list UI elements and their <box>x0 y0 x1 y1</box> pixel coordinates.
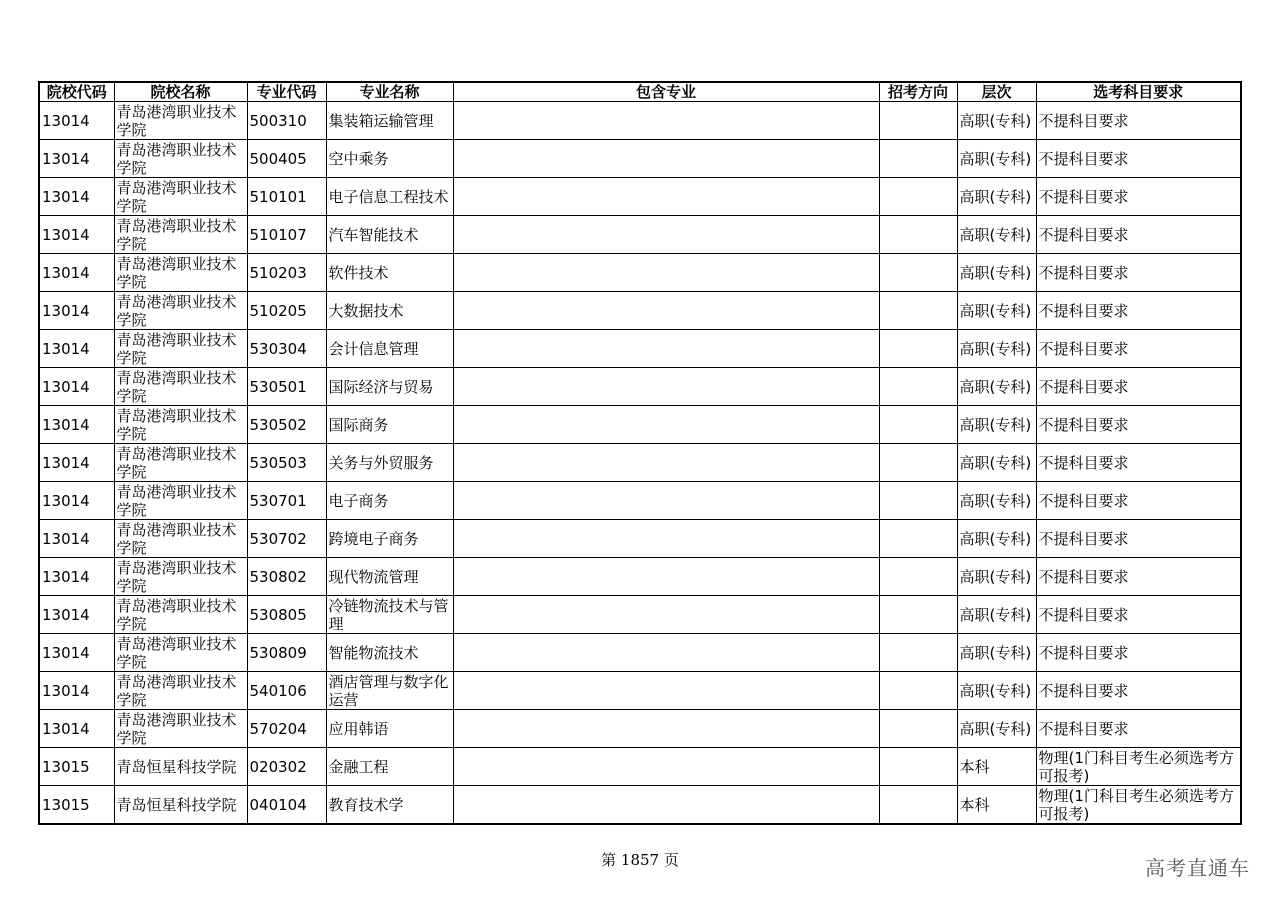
table-row <box>39 406 1241 444</box>
cell-major-code: 040104 <box>247 786 326 825</box>
cell-major-code: 510203 <box>247 254 326 292</box>
cell-major-name: 酒店管理与数字化运营 <box>326 672 453 710</box>
header-major-code: 专业代码 <box>247 82 326 102</box>
cell-included-majors <box>453 596 879 634</box>
cell-level: 高职(专科) <box>957 102 1036 140</box>
cell-school-name: 青岛港湾职业技术学院 <box>114 140 247 178</box>
header-subject-requirement: 选考科目要求 <box>1036 82 1241 102</box>
cell-subject-requirement: 不提科目要求 <box>1036 596 1241 634</box>
cell-direction <box>879 710 957 748</box>
cell-school-name: 青岛港湾职业技术学院 <box>114 672 247 710</box>
cell-school-name: 青岛港湾职业技术学院 <box>114 444 247 482</box>
cell-school-code: 13014 <box>39 140 114 178</box>
cell-direction <box>879 786 957 825</box>
cell-subject-requirement: 物理(1门科目考生必须选考方可报考) <box>1036 748 1241 786</box>
cell-included-majors <box>453 748 879 786</box>
cell-subject-requirement: 物理(1门科目考生必须选考方可报考) <box>1036 786 1241 825</box>
table-row <box>39 710 1241 748</box>
cell-included-majors <box>453 368 879 406</box>
cell-school-name: 青岛港湾职业技术学院 <box>114 710 247 748</box>
cell-major-code: 510101 <box>247 178 326 216</box>
cell-major-code: 530701 <box>247 482 326 520</box>
cell-included-majors <box>453 140 879 178</box>
cell-school-code: 13015 <box>39 748 114 786</box>
cell-direction <box>879 596 957 634</box>
cell-major-code: 500405 <box>247 140 326 178</box>
table-row <box>39 634 1241 672</box>
cell-school-code: 13014 <box>39 178 114 216</box>
cell-school-code: 13014 <box>39 368 114 406</box>
cell-level: 高职(专科) <box>957 520 1036 558</box>
cell-level: 本科 <box>957 748 1036 786</box>
cell-major-name: 关务与外贸服务 <box>326 444 453 482</box>
cell-major-name: 金融工程 <box>326 748 453 786</box>
watermark: 高考直通车 <box>1145 856 1250 880</box>
cell-included-majors <box>453 558 879 596</box>
cell-school-name: 青岛港湾职业技术学院 <box>114 596 247 634</box>
cell-level: 高职(专科) <box>957 672 1036 710</box>
cell-subject-requirement: 不提科目要求 <box>1036 216 1241 254</box>
cell-included-majors <box>453 102 879 140</box>
cell-school-code: 13014 <box>39 254 114 292</box>
cell-level: 高职(专科) <box>957 406 1036 444</box>
cell-level: 高职(专科) <box>957 140 1036 178</box>
table-row <box>39 178 1241 216</box>
cell-included-majors <box>453 634 879 672</box>
cell-school-code: 13014 <box>39 102 114 140</box>
cell-included-majors <box>453 330 879 368</box>
cell-subject-requirement: 不提科目要求 <box>1036 482 1241 520</box>
cell-included-majors <box>453 786 879 825</box>
page-number: 第 1857 页 <box>601 851 679 869</box>
cell-major-code: 510107 <box>247 216 326 254</box>
table-row <box>39 444 1241 482</box>
cell-included-majors <box>453 710 879 748</box>
cell-subject-requirement: 不提科目要求 <box>1036 254 1241 292</box>
cell-direction <box>879 140 957 178</box>
cell-school-name: 青岛港湾职业技术学院 <box>114 292 247 330</box>
cell-school-name: 青岛港湾职业技术学院 <box>114 216 247 254</box>
cell-school-code: 13014 <box>39 406 114 444</box>
cell-major-code: 530503 <box>247 444 326 482</box>
cell-major-name: 国际商务 <box>326 406 453 444</box>
cell-level: 高职(专科) <box>957 596 1036 634</box>
cell-school-code: 13014 <box>39 634 114 672</box>
cell-included-majors <box>453 178 879 216</box>
cell-included-majors <box>453 482 879 520</box>
cell-school-code: 13014 <box>39 444 114 482</box>
cell-major-name: 电子信息工程技术 <box>326 178 453 216</box>
header-school-name: 院校名称 <box>114 82 247 102</box>
cell-level: 高职(专科) <box>957 292 1036 330</box>
header-row <box>39 82 1241 102</box>
cell-major-name: 应用韩语 <box>326 710 453 748</box>
cell-level: 高职(专科) <box>957 178 1036 216</box>
cell-direction <box>879 102 957 140</box>
cell-school-name: 青岛港湾职业技术学院 <box>114 102 247 140</box>
cell-major-name: 智能物流技术 <box>326 634 453 672</box>
cell-level: 本科 <box>957 786 1036 825</box>
cell-school-code: 13014 <box>39 520 114 558</box>
cell-school-name: 青岛港湾职业技术学院 <box>114 178 247 216</box>
cell-school-code: 13014 <box>39 672 114 710</box>
cell-subject-requirement: 不提科目要求 <box>1036 406 1241 444</box>
cell-included-majors <box>453 520 879 558</box>
cell-school-code: 13014 <box>39 292 114 330</box>
cell-level: 高职(专科) <box>957 216 1036 254</box>
cell-direction <box>879 216 957 254</box>
cell-level: 高职(专科) <box>957 634 1036 672</box>
cell-level: 高职(专科) <box>957 254 1036 292</box>
cell-subject-requirement: 不提科目要求 <box>1036 520 1241 558</box>
cell-direction <box>879 748 957 786</box>
cell-school-name: 青岛港湾职业技术学院 <box>114 634 247 672</box>
cell-major-code: 020302 <box>247 748 326 786</box>
cell-direction <box>879 634 957 672</box>
cell-subject-requirement: 不提科目要求 <box>1036 672 1241 710</box>
cell-direction <box>879 178 957 216</box>
cell-direction <box>879 520 957 558</box>
cell-school-name: 青岛港湾职业技术学院 <box>114 558 247 596</box>
table-row <box>39 786 1241 825</box>
cell-school-code: 13014 <box>39 558 114 596</box>
cell-school-name: 青岛港湾职业技术学院 <box>114 368 247 406</box>
header-included-majors: 包含专业 <box>453 82 879 102</box>
cell-school-name: 青岛港湾职业技术学院 <box>114 406 247 444</box>
cell-major-name: 软件技术 <box>326 254 453 292</box>
cell-major-name: 国际经济与贸易 <box>326 368 453 406</box>
cell-direction <box>879 368 957 406</box>
cell-level: 高职(专科) <box>957 330 1036 368</box>
cell-subject-requirement: 不提科目要求 <box>1036 292 1241 330</box>
cell-major-name: 现代物流管理 <box>326 558 453 596</box>
header-major-name: 专业名称 <box>326 82 453 102</box>
cell-school-name: 青岛港湾职业技术学院 <box>114 482 247 520</box>
cell-major-name: 会计信息管理 <box>326 330 453 368</box>
header-school-code: 院校代码 <box>39 82 114 102</box>
cell-school-code: 13014 <box>39 216 114 254</box>
cell-major-name: 大数据技术 <box>326 292 453 330</box>
cell-major-code: 500310 <box>247 102 326 140</box>
table-row <box>39 558 1241 596</box>
cell-school-name: 青岛港湾职业技术学院 <box>114 254 247 292</box>
table-row <box>39 330 1241 368</box>
table-row <box>39 140 1241 178</box>
cell-subject-requirement: 不提科目要求 <box>1036 140 1241 178</box>
cell-school-name: 青岛恒星科技学院 <box>114 786 247 825</box>
cell-major-name: 跨境电子商务 <box>326 520 453 558</box>
cell-major-code: 530809 <box>247 634 326 672</box>
cell-major-name: 汽车智能技术 <box>326 216 453 254</box>
cell-subject-requirement: 不提科目要求 <box>1036 178 1241 216</box>
cell-subject-requirement: 不提科目要求 <box>1036 558 1241 596</box>
cell-direction <box>879 444 957 482</box>
cell-school-name: 青岛港湾职业技术学院 <box>114 520 247 558</box>
cell-major-name: 冷链物流技术与管理 <box>326 596 453 634</box>
cell-subject-requirement: 不提科目要求 <box>1036 634 1241 672</box>
cell-direction <box>879 254 957 292</box>
cell-direction <box>879 672 957 710</box>
cell-school-code: 13014 <box>39 482 114 520</box>
header-direction: 招考方向 <box>879 82 957 102</box>
table-row <box>39 482 1241 520</box>
cell-included-majors <box>453 406 879 444</box>
cell-direction <box>879 558 957 596</box>
table-row <box>39 596 1241 634</box>
cell-major-name: 电子商务 <box>326 482 453 520</box>
cell-major-code: 530502 <box>247 406 326 444</box>
table-row <box>39 292 1241 330</box>
cell-school-code: 13014 <box>39 710 114 748</box>
cell-major-code: 530304 <box>247 330 326 368</box>
cell-school-code: 13014 <box>39 330 114 368</box>
cell-included-majors <box>453 216 879 254</box>
cell-level: 高职(专科) <box>957 710 1036 748</box>
cell-direction <box>879 482 957 520</box>
cell-level: 高职(专科) <box>957 482 1036 520</box>
cell-major-code: 570204 <box>247 710 326 748</box>
cell-major-name: 集装箱运输管理 <box>326 102 453 140</box>
table-row <box>39 254 1241 292</box>
table-row <box>39 216 1241 254</box>
cell-direction <box>879 292 957 330</box>
cell-major-name: 教育技术学 <box>326 786 453 825</box>
cell-major-name: 空中乘务 <box>326 140 453 178</box>
cell-school-name: 青岛港湾职业技术学院 <box>114 330 247 368</box>
cell-major-code: 510205 <box>247 292 326 330</box>
cell-subject-requirement: 不提科目要求 <box>1036 444 1241 482</box>
cell-level: 高职(专科) <box>957 368 1036 406</box>
cell-major-code: 530805 <box>247 596 326 634</box>
cell-direction <box>879 330 957 368</box>
cell-major-code: 530501 <box>247 368 326 406</box>
cell-included-majors <box>453 254 879 292</box>
cell-school-code: 13014 <box>39 596 114 634</box>
cell-major-code: 530702 <box>247 520 326 558</box>
table-body <box>39 102 1241 825</box>
table-row <box>39 748 1241 786</box>
cell-major-code: 540106 <box>247 672 326 710</box>
cell-subject-requirement: 不提科目要求 <box>1036 368 1241 406</box>
cell-subject-requirement: 不提科目要求 <box>1036 710 1241 748</box>
cell-included-majors <box>453 292 879 330</box>
table-row <box>39 672 1241 710</box>
majors-table <box>38 81 1242 825</box>
cell-level: 高职(专科) <box>957 558 1036 596</box>
header-level: 层次 <box>957 82 1036 102</box>
cell-included-majors <box>453 444 879 482</box>
cell-direction <box>879 406 957 444</box>
table-row <box>39 520 1241 558</box>
cell-included-majors <box>453 672 879 710</box>
cell-major-code: 530802 <box>247 558 326 596</box>
cell-subject-requirement: 不提科目要求 <box>1036 330 1241 368</box>
table-row <box>39 102 1241 140</box>
cell-subject-requirement: 不提科目要求 <box>1036 102 1241 140</box>
table-row <box>39 368 1241 406</box>
cell-school-code: 13015 <box>39 786 114 825</box>
cell-level: 高职(专科) <box>957 444 1036 482</box>
cell-school-name: 青岛恒星科技学院 <box>114 748 247 786</box>
